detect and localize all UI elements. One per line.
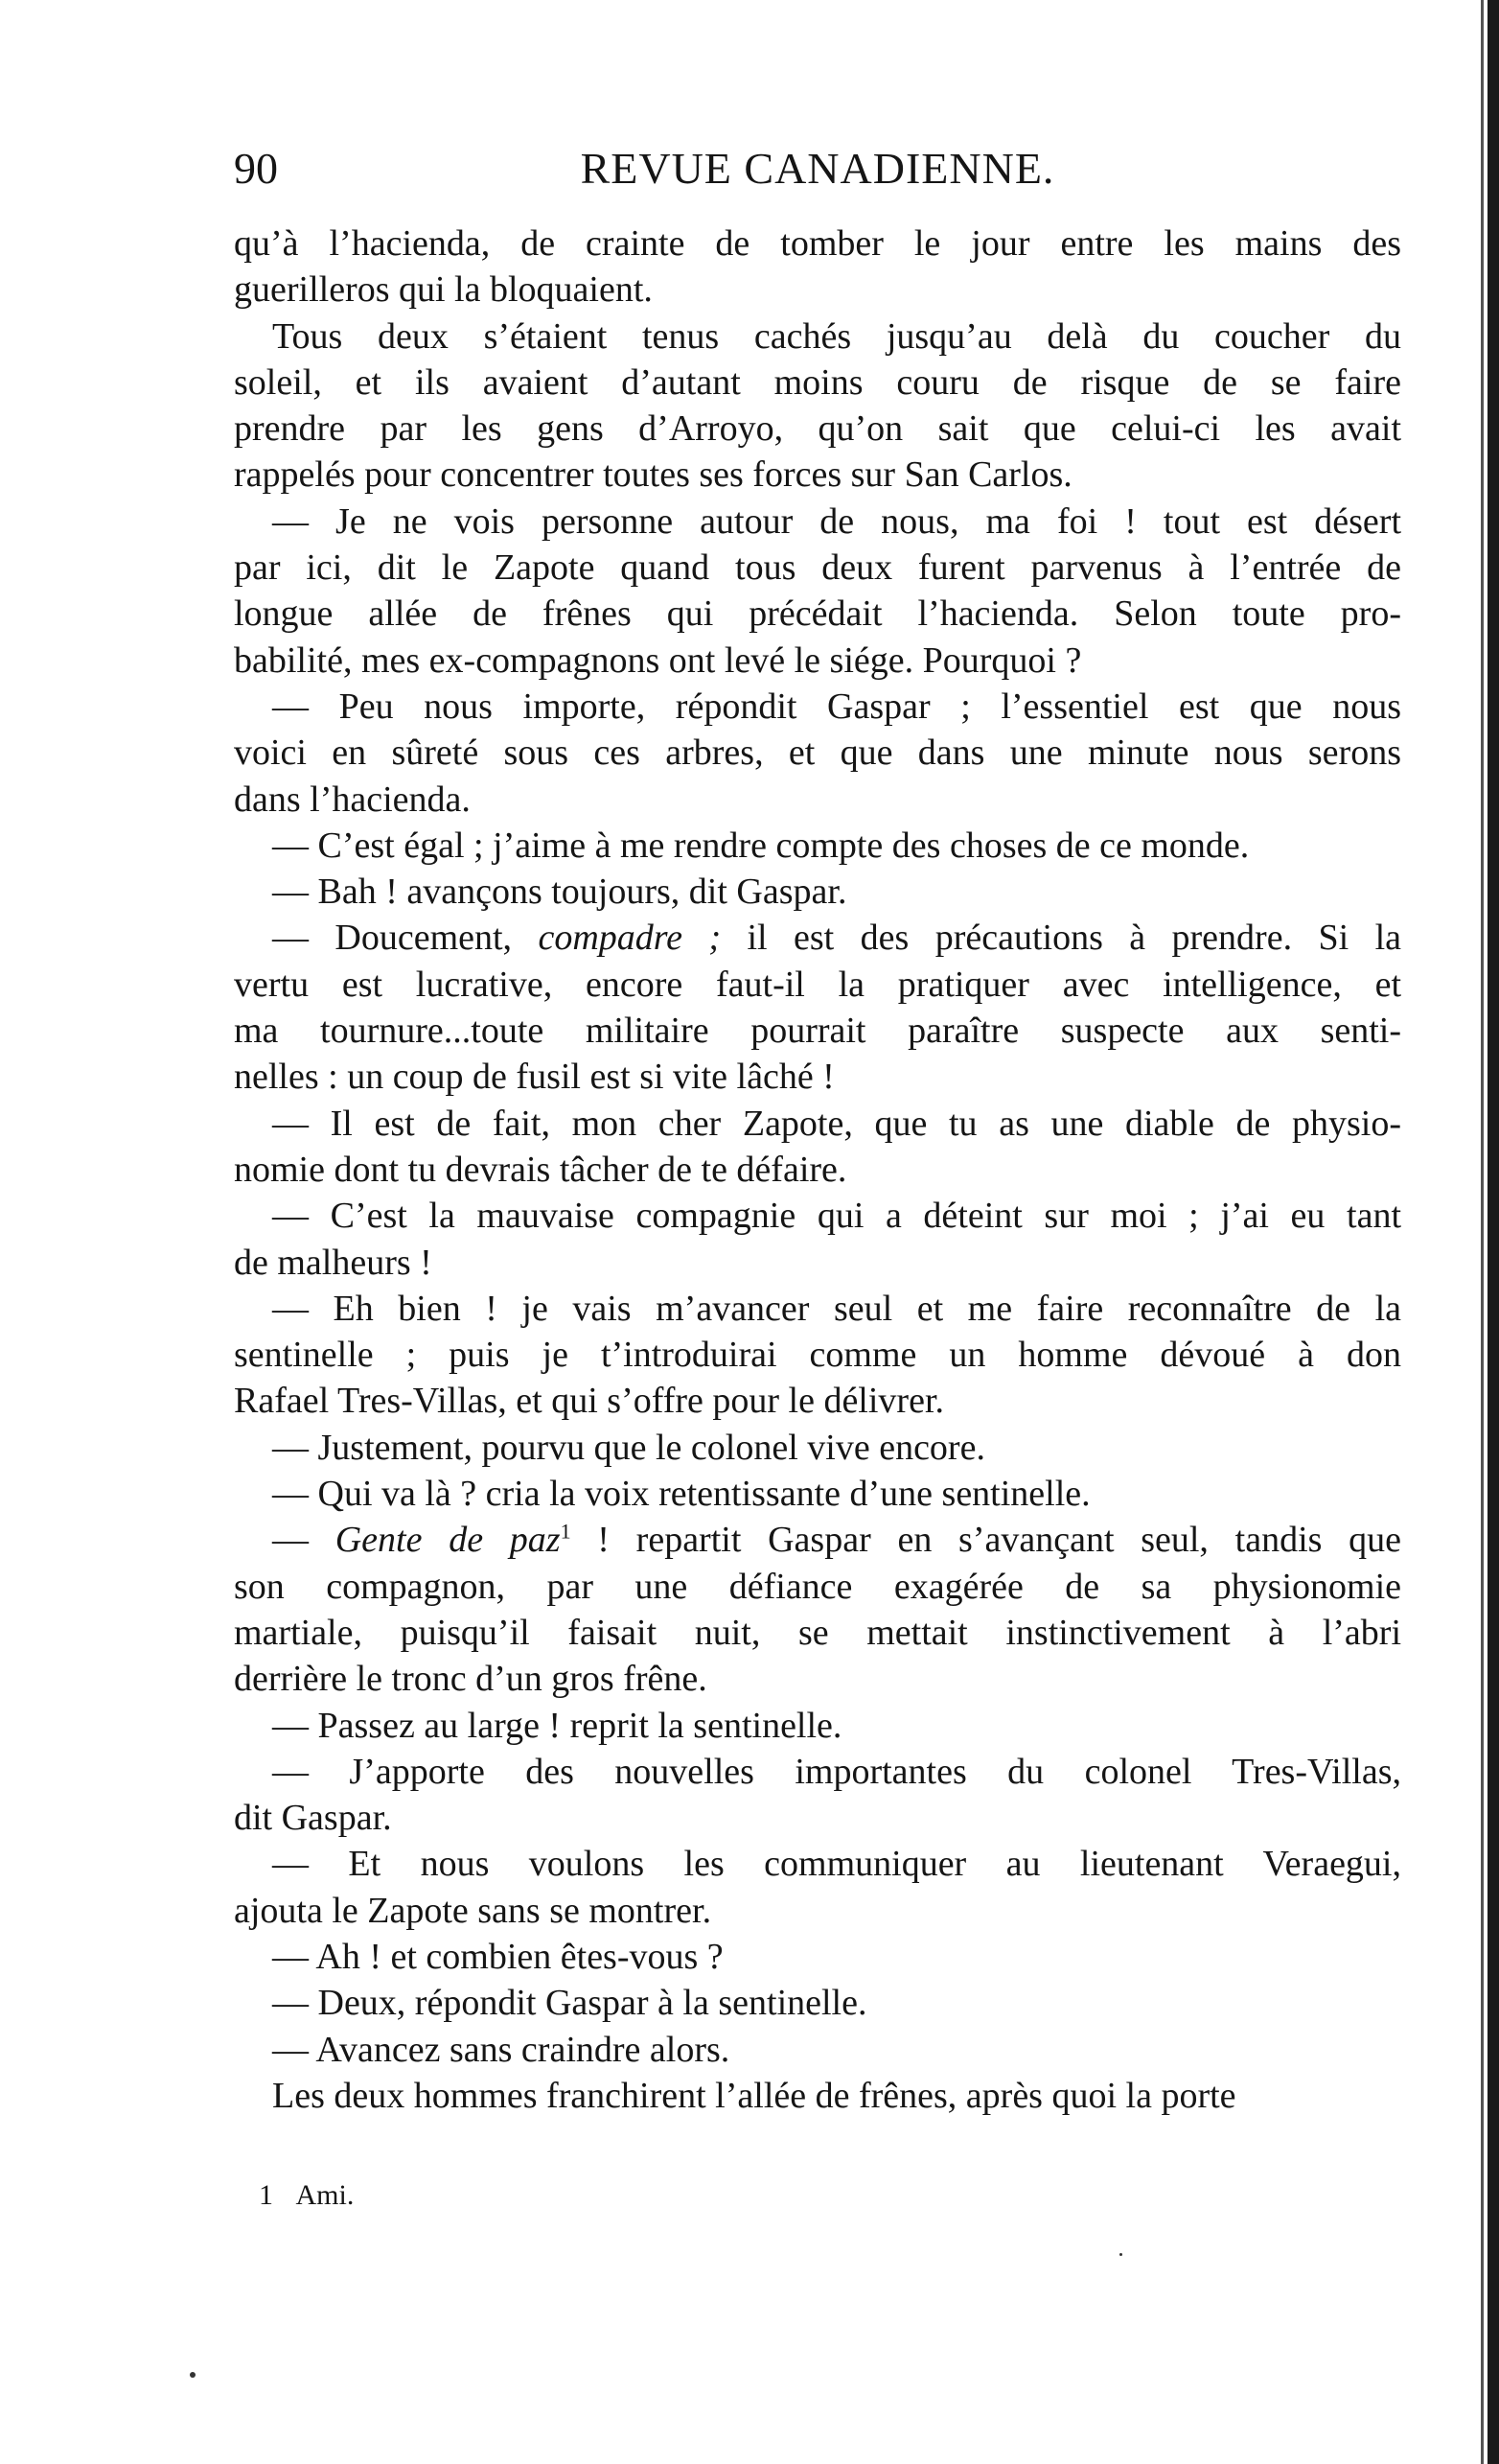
text-line (234, 591, 1401, 637)
print-speck (1119, 2253, 1122, 2256)
text-segment: qu’à l’hacienda, de crainte de tomber le jour entre les mains des (234, 223, 1401, 264)
text-segment: babilité, mes ex-compagnons ont levé le siége. Pourquoi ? (234, 639, 1082, 681)
text-line (234, 1425, 1401, 1471)
page-edge-line (1481, 0, 1484, 2464)
text-line (234, 1888, 1401, 1934)
text-line (234, 915, 1401, 961)
text-line (234, 638, 1401, 684)
text-segment: — Passez au large ! reprit la sentinelle. (272, 1705, 842, 1746)
text-segment: — Avancez sans craindre alors. (272, 2029, 730, 2070)
text-line (234, 1703, 1401, 1749)
text-segment: il est des précautions à prendre. Si la (721, 918, 1401, 959)
text-segment: — J’apporte des nouvelles importantes du colonel Tres-Villas, (272, 1751, 1401, 1792)
footnote (259, 2176, 354, 2215)
text-line (234, 1240, 1401, 1286)
text-line (234, 823, 1401, 869)
text-segment: Tous deux s’étaient tenus cachés jusqu’au delà du coucher du (272, 315, 1401, 357)
footnote-marker: 1 (259, 2179, 273, 2211)
text-segment: — Eh bien ! je vais m’avancer seul et me faire reconnaître de la (272, 1288, 1401, 1329)
text-segment: — Peu nous importe, répondit Gaspar ; l’essentiel est que nous (272, 686, 1401, 727)
text-line (234, 1332, 1401, 1378)
text-segment: nelles : un coup de fusil est si vite lâché ! (234, 1057, 835, 1098)
text-segment: nomie dont tu devrais tâcher de te défaire. (234, 1149, 847, 1190)
text-line (234, 1656, 1401, 1702)
text-line (234, 1008, 1401, 1054)
text-line (234, 2073, 1401, 2119)
text-segment: — C’est la mauvaise compagnie qui a déteint sur moi ; j’ai eu tant (272, 1196, 1401, 1237)
text-segment: — (272, 1520, 335, 1561)
text-segment: compadre ; (538, 918, 722, 959)
text-segment: ajouta le Zapote sans se montrer. (234, 1890, 712, 1931)
text-line (234, 1193, 1401, 1239)
body-text (234, 221, 1401, 2119)
text-segment: guerilleros qui la bloquaient. (234, 269, 653, 311)
text-line (234, 545, 1401, 591)
text-segment: longue allée de frênes qui précédait l’hacienda. Selon toute pro- (234, 593, 1401, 635)
text-line (234, 499, 1401, 545)
text-segment: sentinelle ; puis je t’introduirai comme un homme dévoué à don (234, 1335, 1401, 1376)
text-segment: prendre par les gens d’Arroyo, qu’on sait que celui-ci les avait (234, 408, 1401, 450)
text-line (234, 962, 1401, 1008)
text-segment: dit Gaspar. (234, 1798, 392, 1839)
text-segment: — Justement, pourvu que le colonel vive encore. (272, 1427, 985, 1468)
text-segment: — Il est de fait, mon cher Zapote, que tu as une diable de physio- (272, 1103, 1401, 1144)
text-segment: soleil, et ils avaient d’autant moins couru de risque de se faire (234, 361, 1401, 403)
text-segment: ! repartit Gaspar en s’avançant seul, tandis que (570, 1520, 1402, 1561)
footnote-reference: 1 (560, 1519, 571, 1544)
text-segment: Les deux hommes franchirent l’allée de frênes, après quoi la porte (272, 2075, 1236, 2116)
text-line (234, 2027, 1401, 2073)
text-segment: Gente de paz (334, 1520, 561, 1561)
text-line (234, 1841, 1401, 1887)
text-line (234, 730, 1401, 776)
text-segment: rappelés pour concentrer toutes ses forces sur San Carlos. (234, 454, 1072, 496)
text-line (234, 684, 1401, 730)
text-line (234, 360, 1401, 406)
text-line (234, 1147, 1401, 1193)
print-speck (190, 2372, 196, 2378)
text-line (234, 1471, 1401, 1517)
text-line (234, 1054, 1401, 1100)
text-line (234, 869, 1401, 915)
text-segment: dans l’hacienda. (234, 779, 471, 820)
text-segment: — Deux, répondit Gaspar à la sentinelle. (272, 1983, 867, 2024)
text-line (234, 1980, 1401, 2026)
footnote-text: Ami. (295, 2179, 355, 2211)
text-segment: — Ah ! et combien êtes-vous ? (272, 1936, 724, 1977)
text-segment: — Je ne vois personne autour de nous, ma foi ! tout est désert (272, 500, 1401, 542)
text-line (234, 452, 1401, 498)
text-segment: — Bah ! avançons toujours, dit Gaspar. (272, 872, 847, 913)
text-segment: — Et nous voulons les communiquer au lieutenant Veraegui, (272, 1844, 1401, 1885)
page-number: 90 (234, 144, 278, 193)
text-line (234, 221, 1401, 267)
text-segment: martiale, puisqu’il faisait nuit, se mettait instinctivement à l’abri (234, 1612, 1401, 1653)
text-segment: — C’est égal ; j’aime à me rendre compte des choses de ce monde. (272, 825, 1250, 866)
text-segment: Rafael Tres-Villas, et qui s’offre pour le délivrer. (234, 1381, 944, 1422)
text-segment: voici en sûreté sous ces arbres, et que dans une minute nous serons (234, 732, 1401, 774)
text-segment: — Doucement, (272, 918, 539, 959)
text-line (234, 406, 1401, 452)
running-head: REVUE CANADIENNE. (580, 144, 1055, 193)
text-line (234, 1286, 1401, 1332)
text-segment: ma tournure...toute militaire pourrait paraître suspecte aux senti- (234, 1011, 1401, 1052)
text-segment: de malheurs ! (234, 1242, 432, 1283)
text-line (234, 1934, 1401, 1980)
text-line (234, 314, 1401, 360)
text-line (234, 1564, 1401, 1610)
text-line (234, 1795, 1401, 1841)
page-header (234, 142, 1401, 196)
text-line (234, 1101, 1401, 1147)
text-line (234, 267, 1401, 313)
text-line (234, 1378, 1401, 1424)
text-segment: son compagnon, par une défiance exagérée de sa physionomie (234, 1566, 1401, 1607)
text-line (234, 1749, 1401, 1795)
text-line (234, 777, 1401, 823)
page-edge-shadow (1487, 0, 1499, 2464)
text-segment: par ici, dit le Zapote quand tous deux furent parvenus à l’entrée de (234, 547, 1401, 589)
text-segment: — Qui va là ? cria la voix retentissante d’une sentinelle. (272, 1474, 1091, 1515)
text-line (234, 1517, 1401, 1563)
text-line (234, 1610, 1401, 1656)
text-segment: derrière le tronc d’un gros frêne. (234, 1659, 707, 1700)
text-segment: vertu est lucrative, encore faut-il la pratiquer avec intelligence, et (234, 964, 1401, 1005)
